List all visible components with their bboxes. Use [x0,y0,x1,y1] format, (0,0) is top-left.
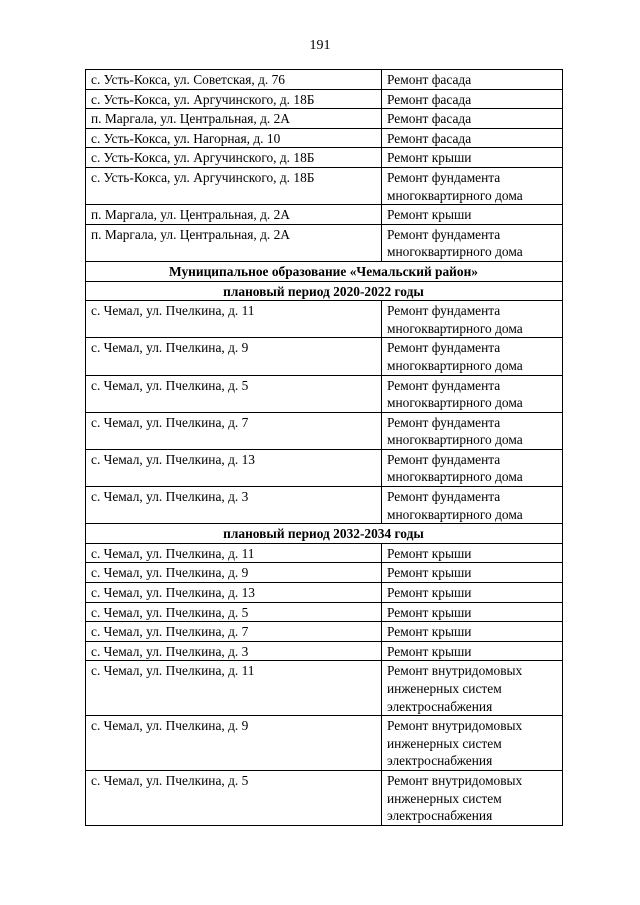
section-header-row [86,261,563,281]
table-row [86,109,563,129]
table-row [86,89,563,109]
address-cell: с. Чемал, ул. Пчелкина, д. 7 [86,622,382,642]
work-type-cell: Ремонт крыши [382,602,563,622]
table-row [86,641,563,661]
section-header-row [86,281,563,301]
table-row [86,128,563,148]
table-row [86,449,563,486]
table-row [86,167,563,204]
address-cell: с. Чемал, ул. Пчелкина, д. 5 [86,770,382,825]
section-header-row [86,524,563,544]
work-type-cell: Ремонт фундамента многоквартирного дома [382,301,563,338]
address-cell: с. Чемал, ул. Пчелкина, д. 9 [86,716,382,771]
work-type-cell: Ремонт крыши [382,641,563,661]
table-row [86,412,563,449]
work-type-cell: Ремонт крыши [382,205,563,225]
work-type-cell: Ремонт фасада [382,89,563,109]
table-row [86,563,563,583]
work-type-cell: Ремонт крыши [382,622,563,642]
table-body [86,70,563,826]
address-cell: с. Чемал, ул. Пчелкина, д. 11 [86,301,382,338]
address-cell: с. Чемал, ул. Пчелкина, д. 9 [86,338,382,375]
table-row [86,487,563,524]
table-row [86,224,563,261]
table-row [86,205,563,225]
address-cell: с. Усть-Кокса, ул. Аргучинского, д. 18Б [86,148,382,168]
work-type-cell: Ремонт внутридомовых инженерных систем электроснабжения [382,770,563,825]
address-cell: с. Чемал, ул. Пчелкина, д. 3 [86,641,382,661]
address-cell: с. Чемал, ул. Пчелкина, д. 5 [86,602,382,622]
address-cell: с. Чемал, ул. Пчелкина, д. 7 [86,412,382,449]
work-type-cell: Ремонт фундамента многоквартирного дома [382,167,563,204]
table-row [86,338,563,375]
work-type-cell: Ремонт фасада [382,70,563,90]
section-title: плановый период 2020-2022 годы [86,281,563,301]
table-row [86,301,563,338]
address-cell: с. Чемал, ул. Пчелкина, д. 13 [86,583,382,603]
table-row [86,375,563,412]
address-cell: с. Чемал, ул. Пчелкина, д. 13 [86,449,382,486]
address-cell: с. Усть-Кокса, ул. Аргучинского, д. 18Б [86,167,382,204]
work-type-cell: Ремонт фасада [382,109,563,129]
work-type-cell: Ремонт крыши [382,543,563,563]
address-cell: с. Чемал, ул. Пчелкина, д. 3 [86,487,382,524]
address-cell: с. Чемал, ул. Пчелкина, д. 11 [86,543,382,563]
table-row [86,622,563,642]
work-type-cell: Ремонт внутридомовых инженерных систем электроснабжения [382,716,563,771]
address-cell: п. Маргала, ул. Центральная, д. 2А [86,205,382,225]
address-cell: с. Чемал, ул. Пчелкина, д. 5 [86,375,382,412]
work-type-cell: Ремонт фундамента многоквартирного дома [382,449,563,486]
work-type-cell: Ремонт фасада [382,128,563,148]
work-type-cell: Ремонт фундамента многоквартирного дома [382,338,563,375]
address-cell: п. Маргала, ул. Центральная, д. 2А [86,109,382,129]
address-cell: с. Чемал, ул. Пчелкина, д. 11 [86,661,382,716]
page-number: 191 [309,38,331,53]
work-type-cell: Ремонт внутридомовых инженерных систем электроснабжения [382,661,563,716]
table-row [86,148,563,168]
address-cell: с. Усть-Кокса, ул. Советская, д. 76 [86,70,382,90]
section-title: плановый период 2032-2034 годы [86,524,563,544]
table-row [86,602,563,622]
work-type-cell: Ремонт крыши [382,563,563,583]
work-type-cell: Ремонт крыши [382,148,563,168]
work-type-cell: Ремонт фундамента многоквартирного дома [382,375,563,412]
repair-schedule-table [85,69,563,826]
work-type-cell: Ремонт фундамента многоквартирного дома [382,487,563,524]
table-row [86,661,563,716]
table-row [86,770,563,825]
address-cell: п. Маргала, ул. Центральная, д. 2А [86,224,382,261]
table-row [86,583,563,603]
address-cell: с. Усть-Кокса, ул. Нагорная, д. 10 [86,128,382,148]
table-row [86,70,563,90]
table-row [86,543,563,563]
section-title: Муниципальное образование «Чемальский район» [86,261,563,281]
table-row [86,716,563,771]
work-type-cell: Ремонт фундамента многоквартирного дома [382,412,563,449]
work-type-cell: Ремонт крыши [382,583,563,603]
address-cell: с. Чемал, ул. Пчелкина, д. 9 [86,563,382,583]
address-cell: с. Усть-Кокса, ул. Аргучинского, д. 18Б [86,89,382,109]
work-type-cell: Ремонт фундамента многоквартирного дома [382,224,563,261]
